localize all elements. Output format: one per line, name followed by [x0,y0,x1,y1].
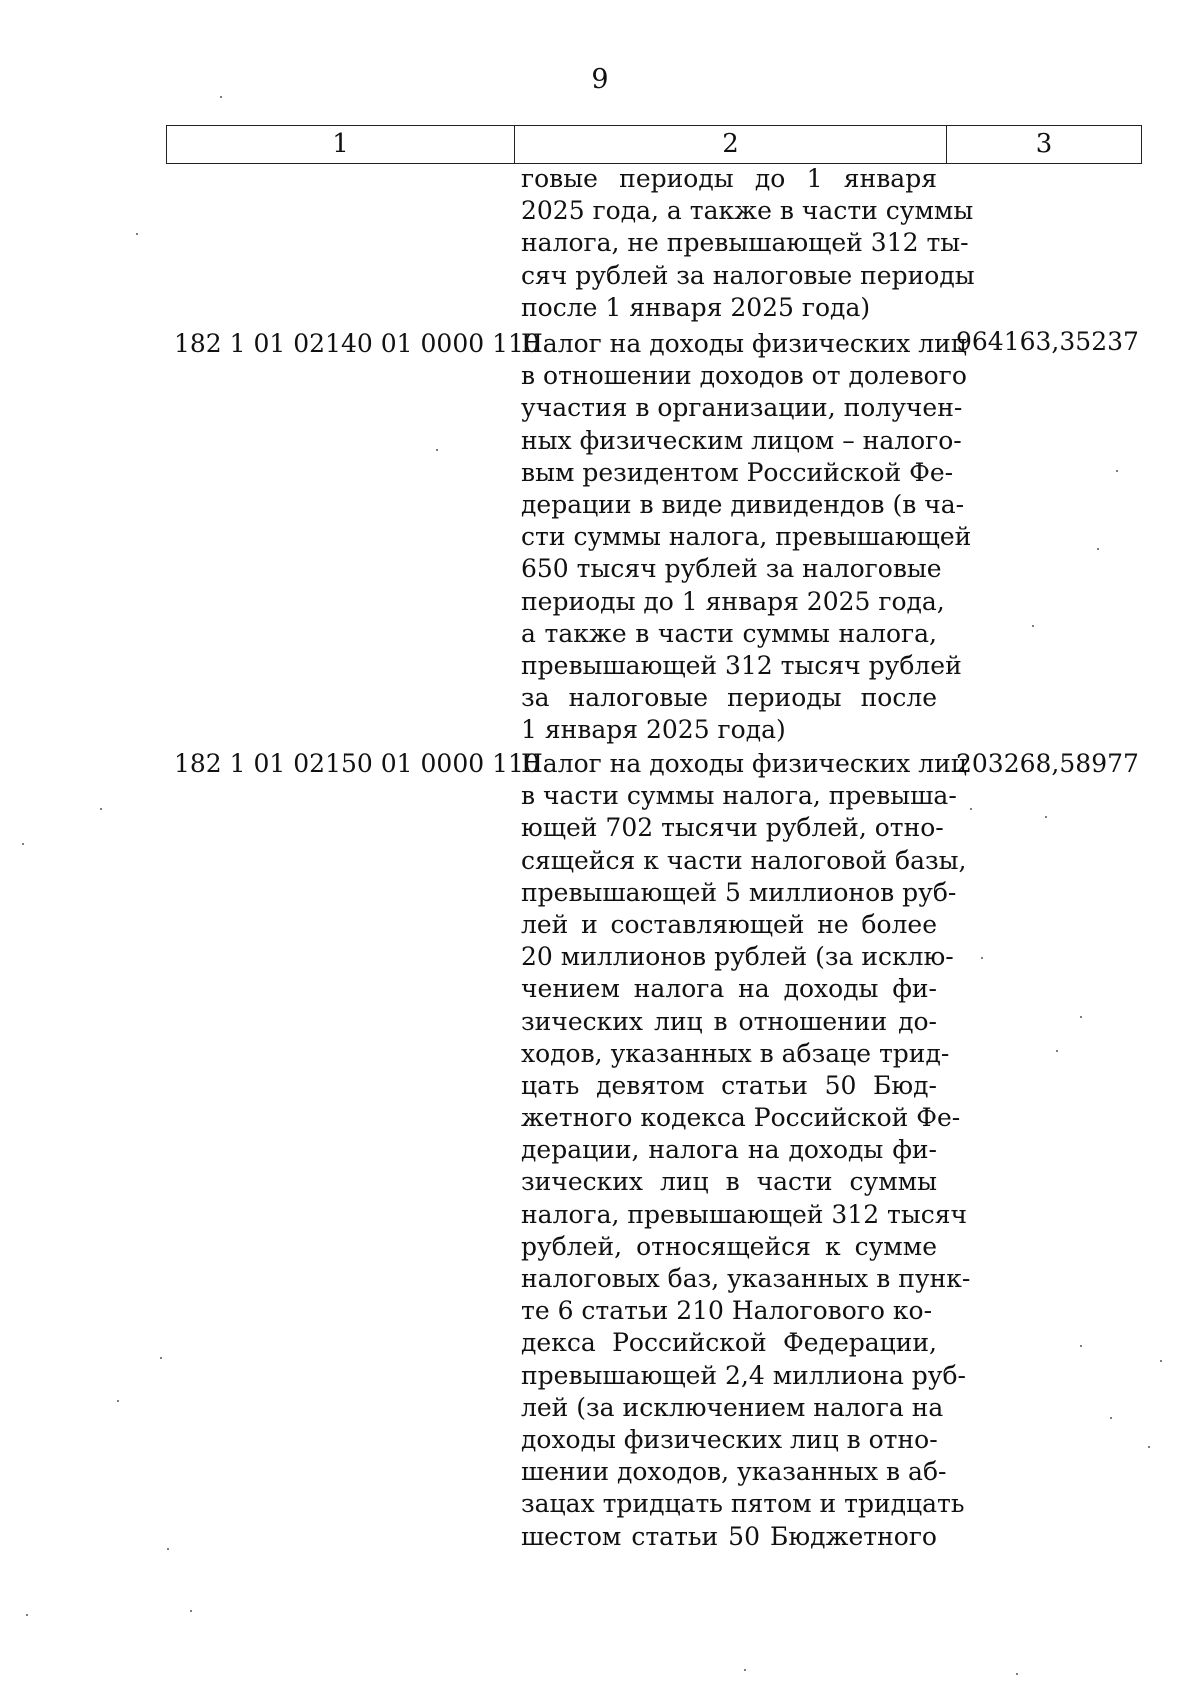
text-line: Налог на доходы физических лиц [521,329,967,358]
text-line: цать девятом статьи 50 Бюд- [521,1070,937,1100]
text-line: периоды до 1 января 2025 года, [521,586,945,616]
text-line: 2025 года, а также в части суммы [521,196,974,226]
text-line: зических лиц в части суммы [521,1167,937,1197]
text-line: налога, превышающей 312 тысяч [521,1199,968,1229]
scan-speck [1160,1360,1162,1362]
scan-speck [970,808,972,810]
text-line: зических лиц в отношении до- [521,1006,937,1036]
text-line: лей и составляющей не более [521,909,937,939]
text-line: дерации, налога на доходы фи- [521,1135,937,1165]
scan-speck [26,1614,28,1616]
page-number: 9 [591,64,609,95]
text-line: шении доходов, указанных в аб- [521,1457,947,1487]
amount: 964163,35237 [956,327,1139,356]
continuation-text [521,163,975,324]
text-line: шестом статьи 50 Бюджетного [521,1521,937,1551]
scan-speck [1097,548,1099,550]
scan-speck [1032,625,1034,627]
text-line: вым резидентом Российской Фе- [521,457,954,487]
text-line: превышающей 5 миллионов руб- [521,877,957,907]
text-line: налога, не превышающей 312 ты- [521,228,969,258]
scan-speck [117,1400,119,1402]
text-line: ных физическим лицом – налого- [521,425,962,455]
scan-speck [167,1548,169,1550]
text-line: ходов, указанных в абзаце трид- [521,1038,950,1068]
text-line: сяч рублей за налоговые периоды [521,260,975,290]
scan-speck [1080,1016,1082,1018]
row-description [521,748,971,1553]
scan-speck [1016,1673,1018,1675]
scan-speck [190,1610,192,1612]
text-line: 1 января 2025 года) [521,715,786,745]
scan-speck [436,449,438,451]
scan-speck [22,843,24,845]
scan-speck [136,233,138,235]
text-line: а также в части суммы налога, [521,618,937,648]
column-header-1: 1 [167,126,515,163]
text-line: превышающей 2,4 миллиона руб- [521,1360,967,1390]
text-line: дерации в виде дивидендов (в ча- [521,489,965,519]
text-line: в отношении доходов от долевого [521,361,967,391]
scan-speck [744,1669,746,1671]
text-line: после 1 января 2025 года) [521,292,871,322]
row-description [521,328,972,746]
text-line: 20 миллионов рублей (за исклю- [521,942,954,972]
text-line: 650 тысяч рублей за налоговые [521,554,942,584]
scan-speck [1056,1050,1058,1052]
text-line: рублей, относящейся к сумме [521,1231,937,1261]
text-line: сящейся к части налоговой базы, [521,845,967,875]
text-line: те 6 статьи 210 Налогового ко- [521,1296,933,1326]
text-line: участия в организации, получен- [521,393,963,423]
text-line: ющей 702 тысячи рублей, отно- [521,813,944,843]
text-line: чением налога на доходы фи- [521,974,937,1004]
table-header [166,125,1142,164]
amount: 203268,58977 [956,749,1139,778]
text-line: доходы физических лиц в отно- [521,1424,938,1454]
scan-speck [1045,816,1047,818]
text-line: лей (за исключением налога на [521,1392,944,1422]
text-line: налоговых баз, указанных в пунк- [521,1264,971,1293]
text-line: декса Российской Федерации, [521,1328,937,1358]
scan-speck [1080,1345,1082,1347]
scan-speck [1148,1446,1150,1448]
scan-speck [220,96,222,98]
scan-speck [981,957,983,959]
budget-code: 182 1 01 02150 01 0000 110 [174,749,540,778]
scan-speck [160,1357,162,1359]
text-line: сти суммы налога, превышающей [521,522,972,552]
text-line: Налог на доходы физических лиц [521,749,967,778]
budget-code: 182 1 01 02140 01 0000 110 [174,329,540,358]
text-line: превышающей 312 тысяч рублей [521,650,962,680]
scan-speck [1110,1417,1112,1419]
scan-speck [100,808,102,810]
column-header-3: 3 [1035,129,1053,159]
text-line: в части суммы налога, превыша- [521,781,957,811]
text-line: говые периоды до 1 января [521,164,937,193]
text-line: жетного кодекса Российской Фе- [521,1103,961,1133]
text-line: за налоговые периоды после [521,683,937,713]
column-header-2: 2 [515,126,947,163]
text-line: зацах тридцать пятом и тридцать [521,1489,965,1519]
scan-speck [1116,470,1118,472]
